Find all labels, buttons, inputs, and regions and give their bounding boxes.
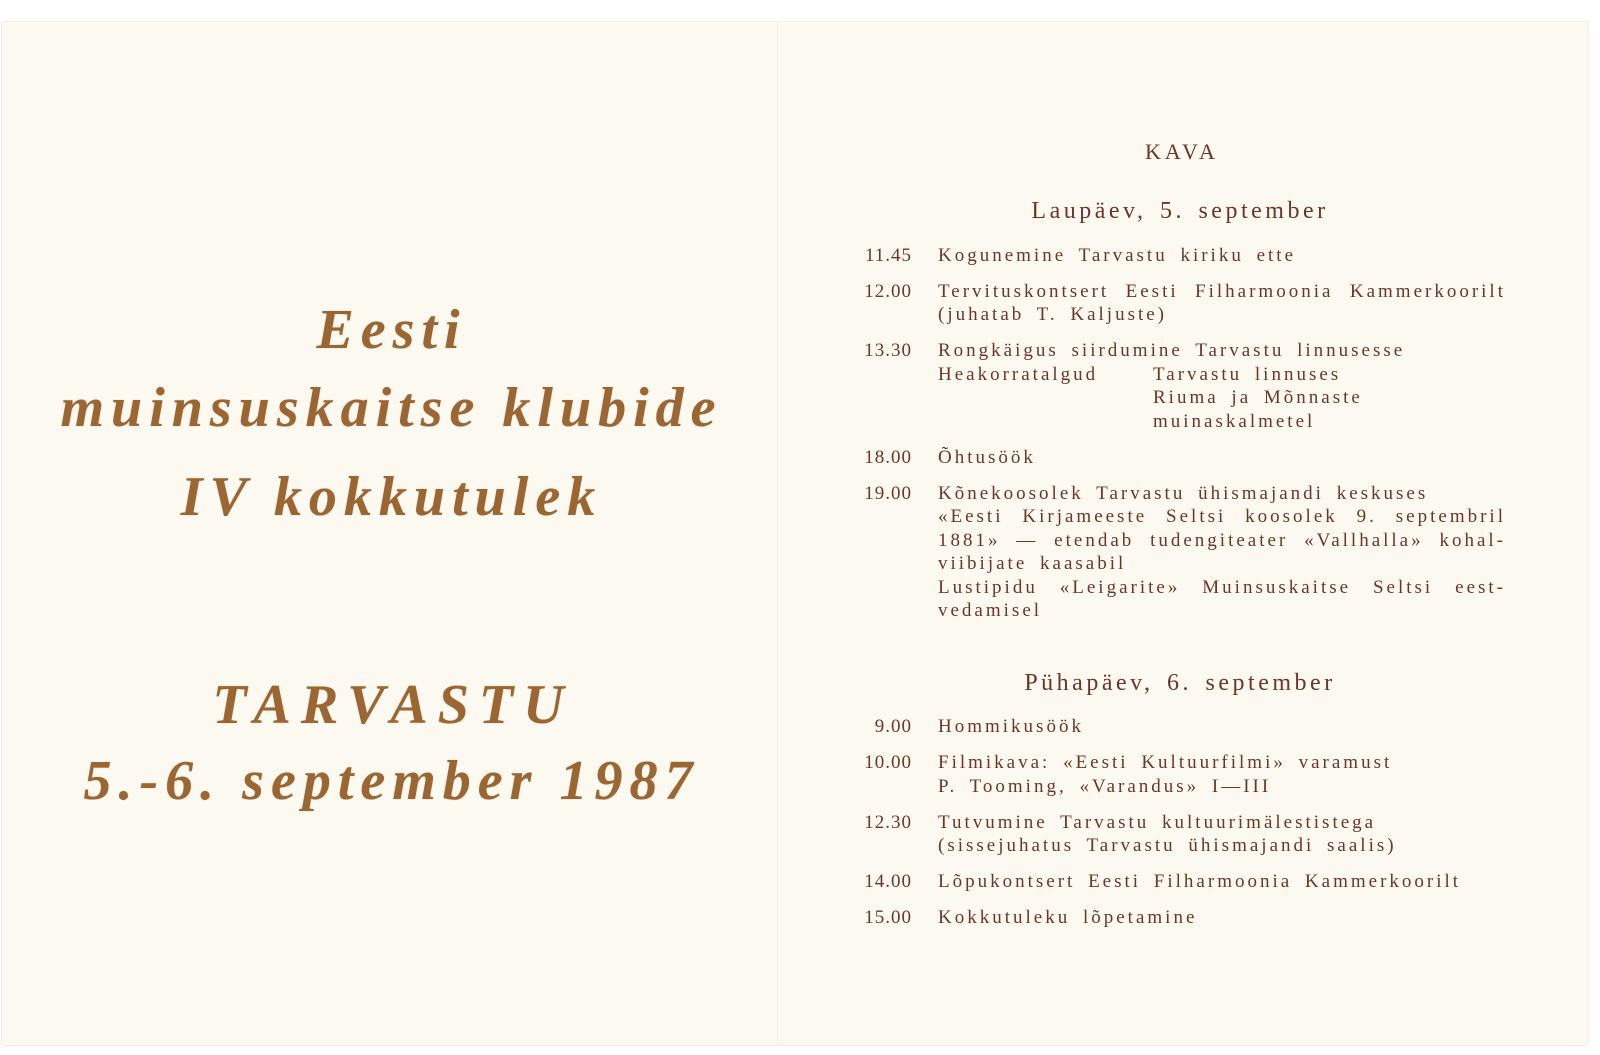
program-item xyxy=(830,244,1530,268)
program-item xyxy=(830,482,1530,623)
program-item-time: 19.00 xyxy=(864,482,912,504)
program-item-line: Filmikava: «Eesti Kultuurfilmi» varamust xyxy=(938,752,1393,773)
program-item-time: 10.00 xyxy=(864,752,912,773)
program-item-line: Kõnekoosolek Tarvastu ühismajandi keskuses xyxy=(938,482,1429,504)
program-item xyxy=(830,280,1530,327)
program-item-line: Õhtusöök xyxy=(938,446,1036,468)
program-item-line: (sissejuhatus Tarvastu ühismajandi saalis) xyxy=(938,835,1397,856)
program-item-line: Kogunemine Tarvastu kiriku ette xyxy=(938,244,1297,266)
program-item-text xyxy=(938,339,1506,433)
program-item xyxy=(830,751,1530,798)
program-items xyxy=(830,244,1530,623)
cover-place: TARVASTU xyxy=(212,674,574,736)
program-day-sunday xyxy=(830,669,1530,930)
program-item xyxy=(830,339,1530,433)
program-item-text xyxy=(938,811,1506,858)
day-title: Pühapäev, 6. september xyxy=(1024,669,1336,696)
cover-title-line-3: IV kokkutulek xyxy=(180,466,603,528)
program-item-time: 9.00 xyxy=(874,716,912,737)
program-panel xyxy=(830,140,1530,930)
program-item-line: Hommikusöök xyxy=(938,716,1084,737)
program-day-saturday xyxy=(830,197,1530,623)
program-item xyxy=(830,811,1530,858)
program-item-text xyxy=(938,244,1506,268)
program-sub-locations xyxy=(1153,363,1363,434)
program-item-time: 11.45 xyxy=(864,244,912,266)
program-item-text xyxy=(938,906,1506,930)
program-item-line: Tervituskontsert Eesti Filharmoonia Kammerkoorilt xyxy=(938,280,1506,302)
program-item-line: vedamisel xyxy=(938,600,1043,621)
program-sub-line: muinaskalmetel xyxy=(1153,410,1316,432)
program-sub-line: Riuma ja Mõnnaste xyxy=(1153,387,1363,408)
program-item-time: 14.00 xyxy=(864,871,912,892)
program-item-line: Lõpukontsert Eesti Filharmoonia Kammerkoorilt xyxy=(938,871,1462,892)
program-item-text xyxy=(938,446,1506,470)
program-item-line: P. Tooming, «Varandus» I—III xyxy=(938,775,1272,797)
program-item-time: 15.00 xyxy=(864,907,912,928)
program-item-time: 12.00 xyxy=(864,280,912,302)
program-item-text xyxy=(938,715,1506,739)
program-item-text xyxy=(938,870,1506,894)
program-item-text xyxy=(938,482,1506,623)
program-heading: KAVA xyxy=(1145,139,1219,164)
program-item xyxy=(830,715,1530,739)
cover-dates: 5.-6. september 1987 xyxy=(83,750,700,812)
cover-title-line-1: Eesti xyxy=(316,299,467,361)
program-sub-label: Heakorratalgud xyxy=(938,363,1099,385)
program-item-time: 18.00 xyxy=(864,446,912,468)
program-item-line: (juhatab T. Kaljuste) xyxy=(938,304,1167,325)
program-sub-line: Tarvastu linnuses xyxy=(1153,363,1342,385)
program-item xyxy=(830,446,1530,470)
cover-panel xyxy=(0,0,776,1055)
cover-title-line-2: muinsuskaitse klubide xyxy=(60,377,723,439)
program-item-line: Tutvumine Tarvastu kultuurimälestistega xyxy=(938,811,1377,833)
program-sub-entry xyxy=(938,363,1506,434)
day-title: Laupäev, 5. september xyxy=(1031,198,1329,224)
program-item-line: Rongkäigus siirdumine Tarvastu linnusesse xyxy=(938,340,1406,361)
program-item-line: viibijate kaasabil xyxy=(938,553,1127,574)
fold-line xyxy=(777,22,778,1045)
program-item-text xyxy=(938,280,1506,327)
program-item-time: 12.30 xyxy=(864,811,912,833)
program-item-time: 13.30 xyxy=(864,340,912,361)
program-item xyxy=(830,870,1530,894)
program-item xyxy=(830,906,1530,930)
program-items xyxy=(830,715,1530,930)
program-item-line: Lustipidu «Leigarite» Muinsuskaitse Seltsi eest- xyxy=(938,576,1506,598)
program-item-line: «Eesti Kirjameeste Seltsi koosolek 9. septembril xyxy=(938,506,1506,527)
program-item-line: 1881» — etendab tudengiteater «Vallhalla» kohal- xyxy=(938,529,1506,551)
program-item-text xyxy=(938,751,1506,798)
program-item-line: Kokkutuleku lõpetamine xyxy=(938,907,1198,928)
